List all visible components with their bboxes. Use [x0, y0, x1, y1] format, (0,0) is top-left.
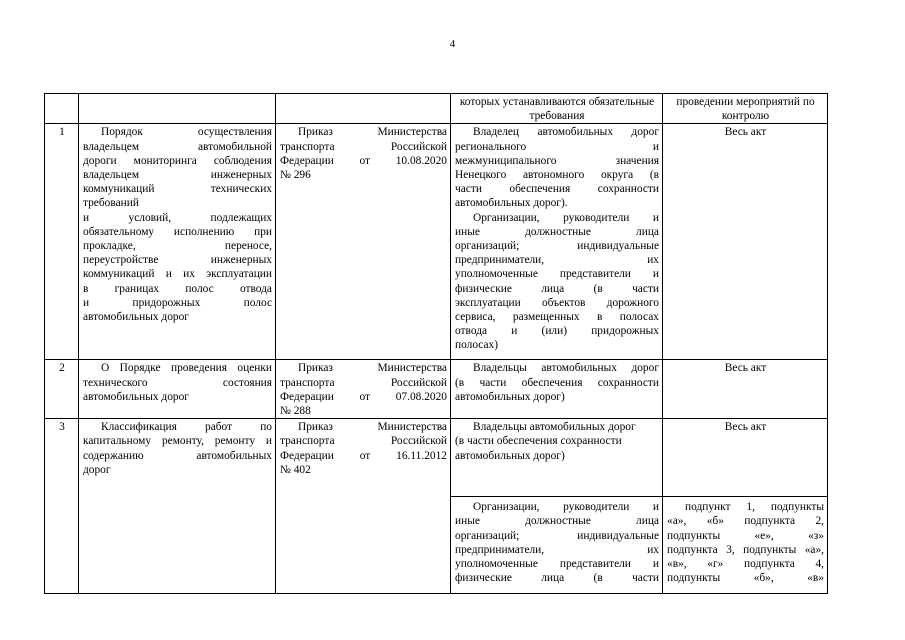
scope-line: «а», «б» подпункта 2, [667, 515, 824, 528]
scope-cell [663, 497, 828, 594]
scope-line: подпункты «е», «з» [667, 529, 824, 542]
document-name-cell [79, 419, 276, 594]
header-name-cell [79, 94, 276, 124]
legal-act-cell [276, 360, 451, 419]
page-number: 4 [449, 38, 456, 50]
legal-act-line: Приказ Министерства [298, 126, 447, 139]
header-num-cell [45, 94, 79, 124]
header-scope-text: проведении мероприятий по контролю [676, 96, 815, 123]
table-row [45, 124, 828, 360]
document-name-line: технического состояния [83, 376, 272, 389]
document-name-line: Классификация работ по [101, 421, 272, 434]
document-name-line: переустройстве инженерных [83, 254, 272, 267]
document-name-cell [79, 360, 276, 419]
subjects-line: физические лица (в части [455, 572, 659, 585]
subjects-cell [451, 360, 663, 419]
document-name-line: содержанию автомобильных [83, 449, 272, 462]
header-requirements-text: которых устанавливаются обязательные требования [459, 96, 655, 123]
document-name-line: владельцем автомобильной [83, 140, 272, 153]
document-name-line: коммуникаций технических [83, 183, 272, 196]
subjects-line: физические лица (в части [455, 282, 659, 295]
scope-line: подпункт 1, подпункты [685, 501, 824, 514]
document-name-line: дороги мониторинга соблюдения [83, 154, 272, 167]
subjects-line: организаций; индивидуальные [455, 529, 659, 542]
document-name-line: в границах полос отвода [83, 282, 272, 295]
document-name-line: дорог [83, 463, 111, 476]
subjects-line: иные должностные лица [455, 515, 659, 528]
legal-act-line: Федерации от 10.08.2020 [280, 154, 447, 167]
legal-act-line: Приказ Министерства [298, 362, 447, 375]
subjects-line: Владельцы автомобильных дорог [473, 362, 659, 375]
table-row [45, 360, 828, 419]
row-number: 2 [45, 360, 79, 419]
legal-act-cell [276, 124, 451, 360]
subjects-line: предприниматели, их [455, 254, 659, 267]
header-scope-cell [663, 94, 828, 124]
legal-act-line: № 296 [280, 169, 311, 182]
legal-act-line: транспорта Российской [280, 376, 447, 389]
subjects-line: автомобильных дорог) [455, 390, 565, 403]
document-name-line: О Порядке проведения оценки [101, 362, 272, 375]
subjects-line: части обеспечения сохранности [455, 183, 659, 196]
legal-act-line: Приказ Министерства [298, 421, 447, 434]
legal-act-cell [276, 419, 451, 594]
document-name-line: прокладке, переносе, [83, 240, 272, 253]
subjects-line: (в части обеспечения сохранности [455, 435, 622, 448]
table-row [45, 419, 828, 497]
subjects-line: Владелец автомобильных дорог [473, 126, 659, 139]
subjects-cell [451, 497, 663, 594]
document-name-line: обязательному исполнению при [83, 225, 272, 238]
scope-cell: Весь акт [663, 419, 828, 497]
subjects-line: уполномоченные представители и [455, 558, 659, 571]
subjects-line: Ненецкого автономного округа (в [455, 169, 659, 182]
legal-act-line: транспорта Российской [280, 140, 447, 153]
table-header-row [45, 94, 828, 124]
subjects-line: автомобильных дорог) [455, 449, 565, 462]
subjects-line: эксплуатации объектов дорожного [455, 296, 659, 309]
subjects-cell [451, 419, 663, 497]
legal-act-line: Федерации от 07.08.2020 [280, 390, 447, 403]
subjects-line: Организации, руководители и [473, 211, 659, 224]
subjects-cell [451, 124, 663, 360]
document-name-line: и условий, подлежащих [83, 211, 272, 224]
subjects-line: сервиса, размещенных в полосах [455, 311, 659, 324]
legal-act-line: Федерации от 16.11.2012 [280, 449, 447, 462]
document-name-line: капитальному ремонту, ремонту и [83, 435, 272, 448]
subjects-line: иные должностные лица [455, 225, 659, 238]
document-name-line: требований [83, 197, 139, 210]
subjects-line: предприниматели, их [455, 543, 659, 556]
legal-act-line: № 402 [280, 463, 311, 476]
document-name-line: владельцем инженерных [83, 169, 272, 182]
subjects-line: межмуниципального значения [455, 154, 659, 167]
document-name-line: коммуникаций и их эксплуатации [83, 268, 272, 281]
scope-line: подпункта 3, подпункты «а», [667, 543, 824, 556]
scope-line: подпункты «б», «в» [667, 572, 824, 585]
legal-act-line: транспорта Российской [280, 435, 447, 448]
subjects-line: автомобильных дорог). [455, 197, 568, 210]
row-number: 1 [45, 124, 79, 360]
subjects-line: отвода и (или) придорожных [455, 325, 659, 338]
subjects-line: полосах) [455, 339, 499, 352]
scope-cell: Весь акт [663, 360, 828, 419]
document-name-line: и придорожных полос [83, 296, 272, 309]
legal-act-line: № 288 [280, 405, 311, 418]
document-name-line: автомобильных дорог [83, 390, 189, 403]
subjects-line: (в части обеспечения сохранности [455, 376, 659, 389]
subjects-line: организаций; индивидуальные [455, 240, 659, 253]
document-name-line: Порядок осуществления [101, 126, 272, 139]
document-name-line: автомобильных дорог [83, 311, 189, 324]
header-act-cell [276, 94, 451, 124]
scope-line: «в», «г» подпункта 4, [667, 558, 824, 571]
subjects-line: Организации, руководители и [473, 501, 659, 514]
document-name-cell [79, 124, 276, 360]
subjects-line: Владельцы автомобильных дорог [473, 421, 636, 434]
scope-cell: Весь акт [663, 124, 828, 360]
regulations-table [44, 93, 828, 594]
subjects-line: регионального и [455, 140, 659, 153]
subjects-line: уполномоченные представители и [455, 268, 659, 281]
header-requirements-cell [451, 94, 663, 124]
row-number: 3 [45, 419, 79, 594]
